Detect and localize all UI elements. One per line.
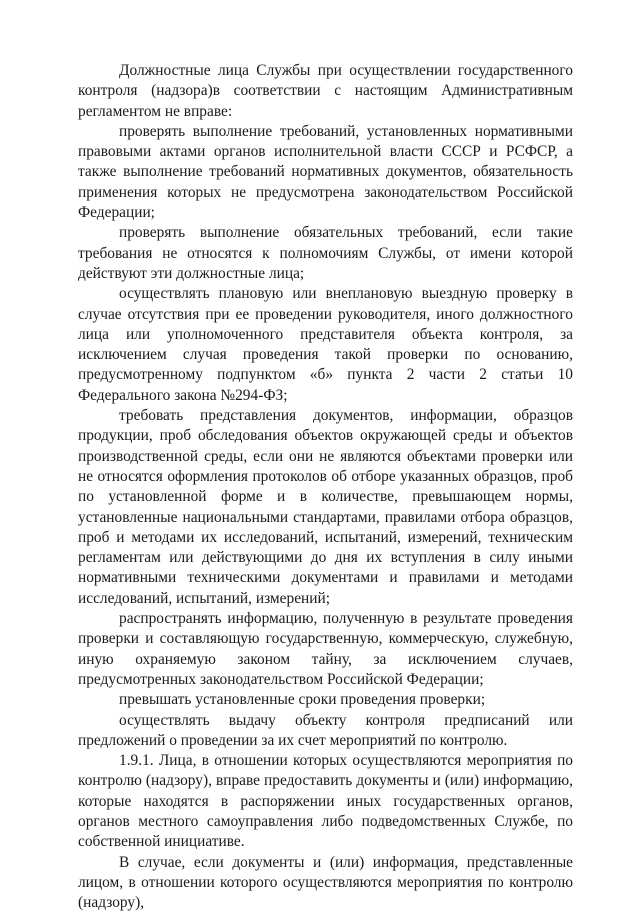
paragraph-intro: Должностные лица Службы при осуществлении государственного контроля (надзора)в соответствии с настоящим Административным регламентом не вправе: — [78, 62, 573, 120]
paragraph-time-limits: превышать установленные сроки проведения проверки; — [119, 691, 486, 709]
document-body — [78, 61, 573, 913]
paragraph-non-service-requirements: проверять выполнение обязательных требований, если такие требования не относятся к полномочиям Службы, от имени которой действуют эти должностные лица; — [78, 224, 573, 282]
paragraph-prescriptions: осуществлять выдачу объекту контроля предписаний или предложений о проведении за их счет мероприятий по контролю. — [78, 711, 573, 749]
paragraph-document-requests: требовать представления документов, информации, образцов продукции, проб обследования объектов окружающей среды и объектов производственной среды, если они не являются объектами проверки или не относятся оформления протоколов об отборе указанных образцов, проб по установленной форме и в количестве, превышающем нормы, установленные национальными стандартами, правилами отбора образцов, проб и методами их исследований, испытаний, измерений, техническим регламентам или действующими до дня их вступления в силу иными нормативными техническими документами и правилами и методами исследований, испытаний, измерений; — [78, 407, 573, 607]
paragraph-ussr-requirements: проверять выполнение требований, установленных нормативными правовыми актами органов исполнительной власти СССР и РСФСР, а также выполнение требований нормативных документов, обязательность применения которых не предусмотрена законодательством Российской Федерации; — [78, 122, 573, 222]
paragraph-onsite-inspection: осуществлять плановую или внеплановую выездную проверку в случае отсутствия при ее проведении руководителя, иного должностного лица или уполномоченного представителя объекта контроля, за исключением случая проведения такой проверки по основанию, предусмотренному подпунктом «б» пункта 2 части 2 статьи 10 Федерального закона №294-ФЗ; — [78, 285, 573, 404]
paragraph-information-disclosure: распространять информацию, полученную в результате проведения проверки и составляющую государственную, коммерческую, служебную, иную охраняемую законом тайну, за исключением случаев, предусмотренных законодательством Российской Федерации; — [78, 610, 573, 688]
paragraph-1-9-1: 1.9.1. Лица, в отношении которых осуществляются мероприятия по контролю (надзору), вправе предоставить документы и (или) информацию, которые находятся в распоряжении иных государственных органов, органов местного самоуправления либо подведомственных Службе, по собственной инициативе. — [78, 752, 573, 851]
paragraph-case-documents: В случае, если документы и (или) информация, представленные лицом, в отношении которого осуществляются мероприятия по контролю (надзору), — [78, 853, 573, 912]
